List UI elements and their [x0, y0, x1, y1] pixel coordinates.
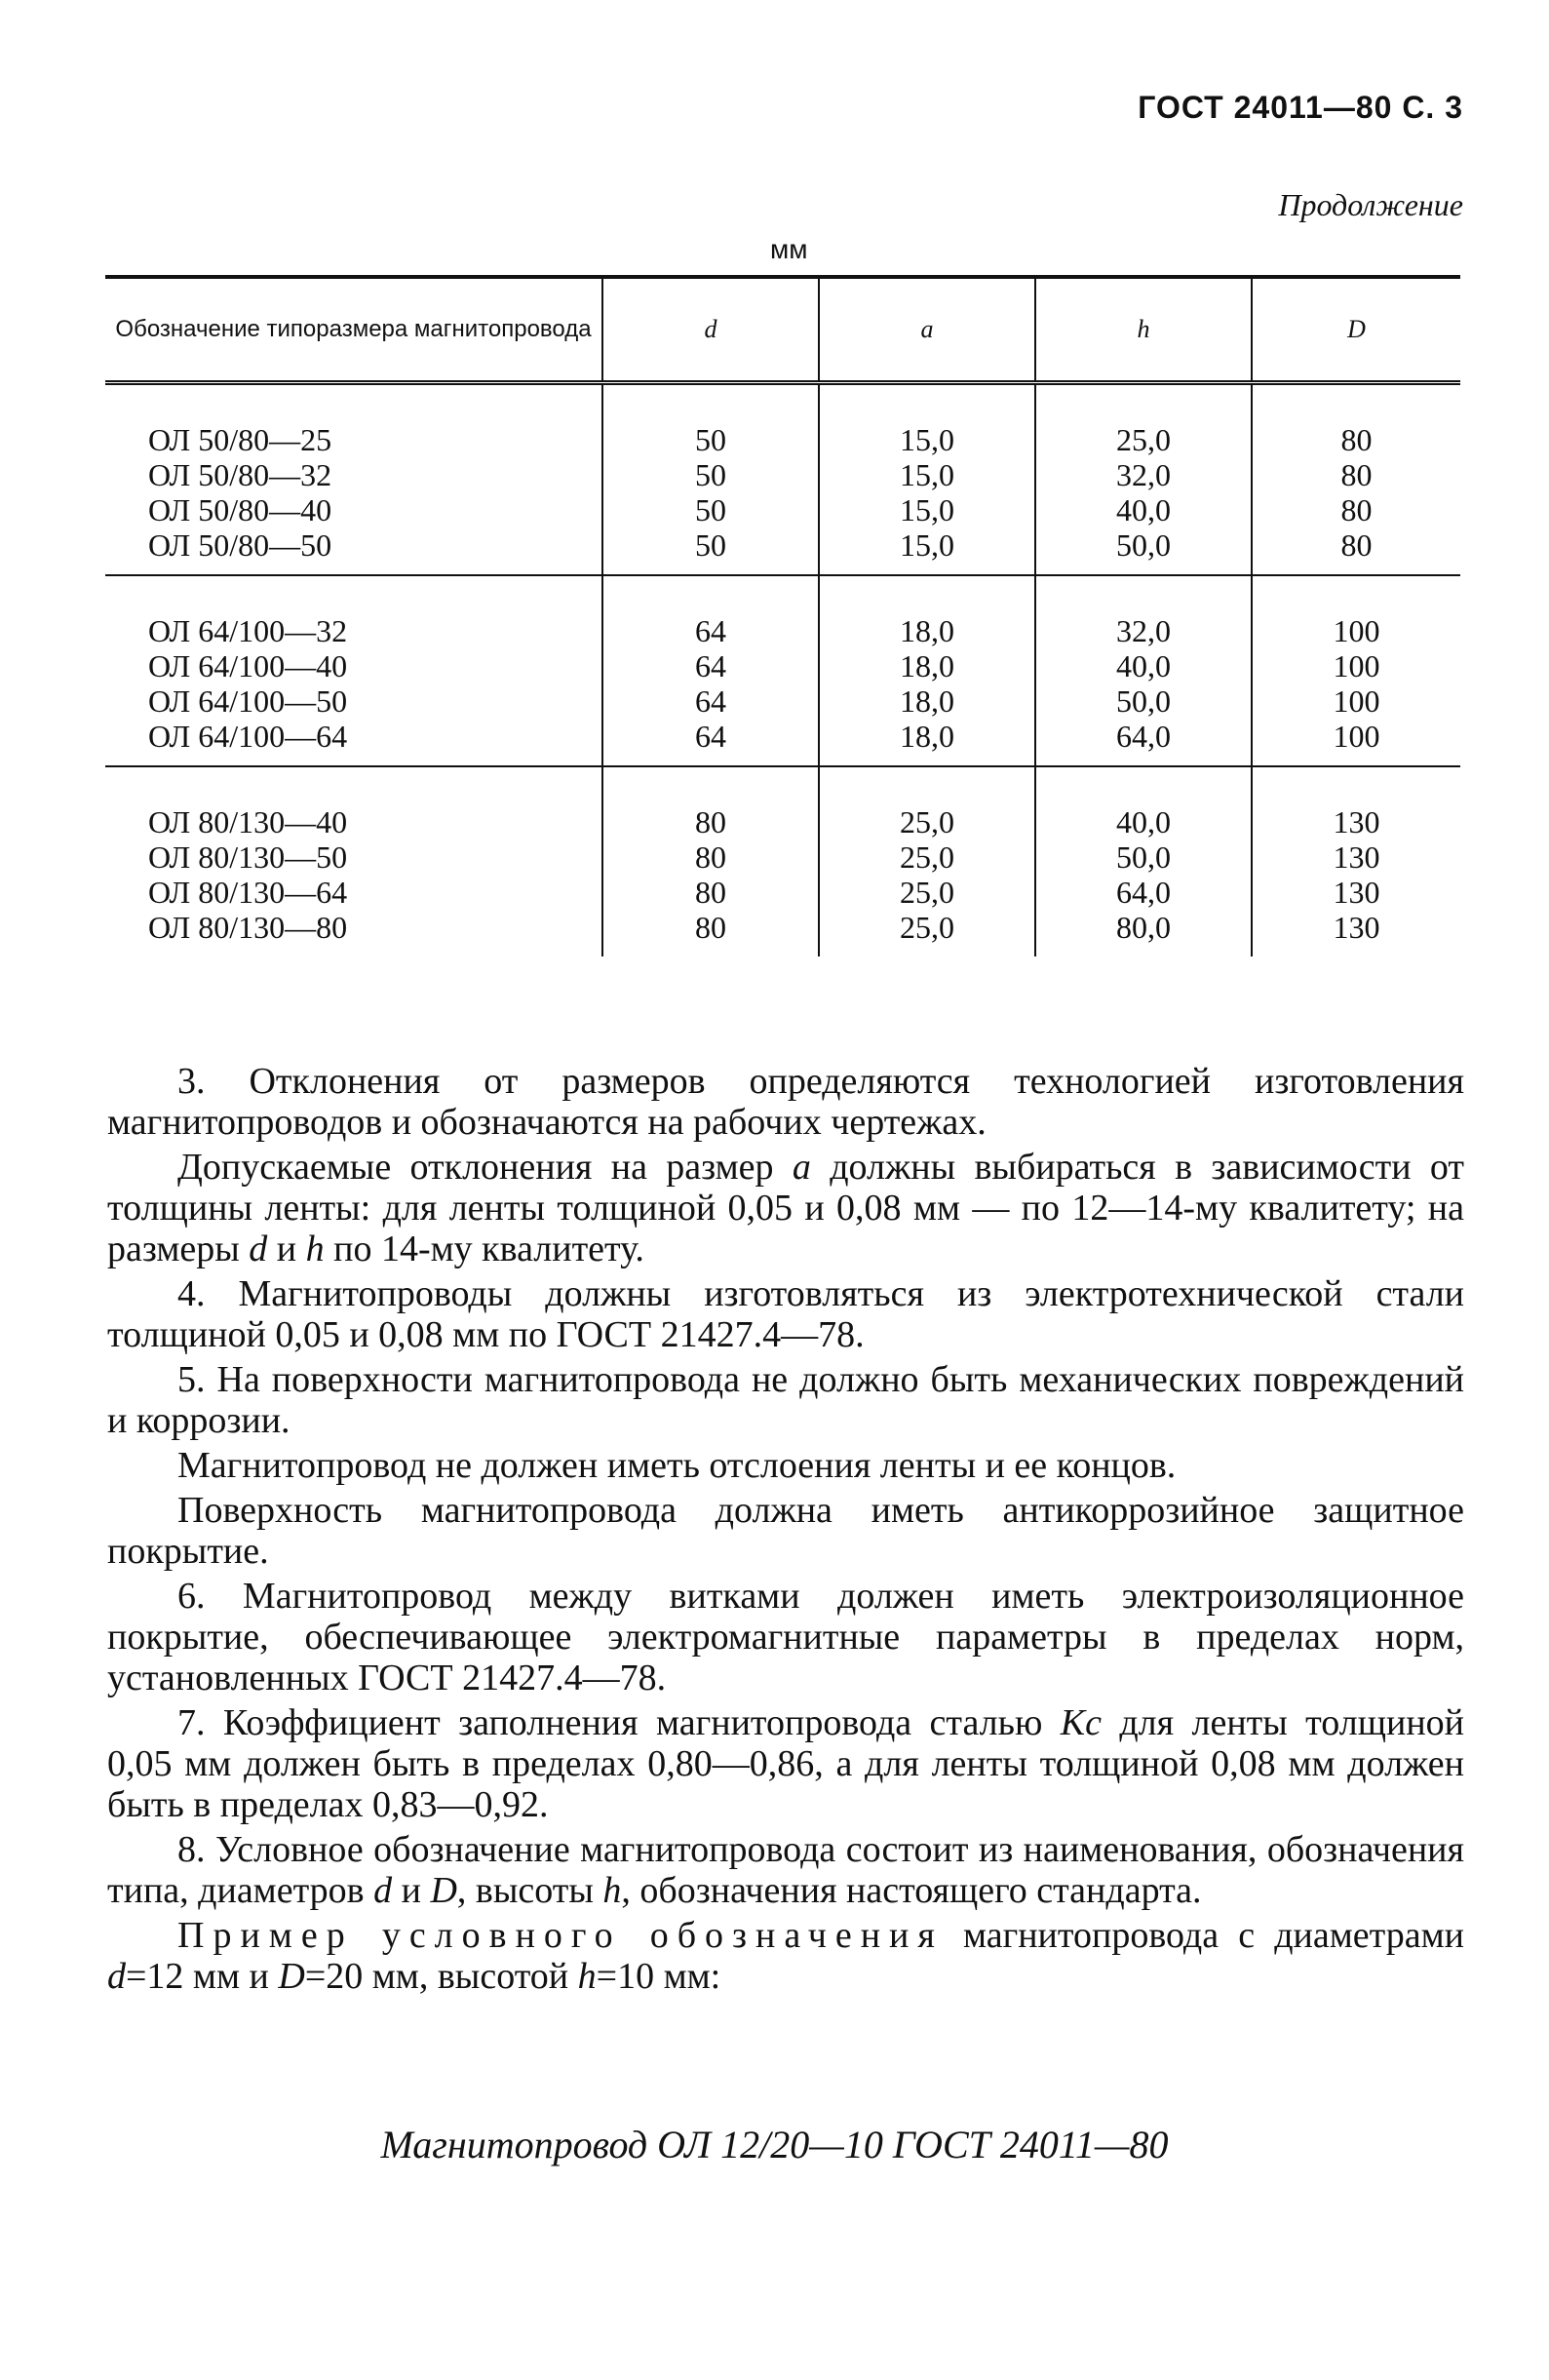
type-name: ОЛ 50/80—32	[148, 457, 332, 492]
var-D: D	[278, 1956, 305, 1997]
type-name: ОЛ 80/130—64	[148, 875, 348, 910]
text-run: и	[392, 1870, 431, 1911]
type-name: ОЛ 64/100—32	[148, 613, 348, 648]
value-D: 100	[1333, 648, 1380, 683]
text-run: должны выбираться в зависимости от толщины ленты: для ленты толщиной 0,05 и 0,08 мм — по 12—14-му квалитету; на размеры	[107, 1147, 1464, 1269]
value-D: 130	[1333, 839, 1380, 875]
value-h: 80,0	[1116, 910, 1171, 945]
text-run: =12 мм и	[126, 1956, 279, 1997]
cell-a	[819, 383, 1035, 576]
text-run: по 14-му квалитету.	[324, 1229, 644, 1269]
value-a: 18,0	[900, 648, 954, 683]
text-run: , обозначения настоящего стандарта.	[621, 1870, 1202, 1911]
value-D: 80	[1340, 422, 1373, 457]
header-a: a	[819, 277, 1035, 383]
text-run: , высоты	[456, 1870, 603, 1911]
cell-names	[105, 766, 602, 956]
value-a: 15,0	[900, 492, 954, 527]
table-row-group	[105, 383, 1460, 576]
header-D: D	[1252, 277, 1460, 383]
cell-h	[1035, 575, 1252, 766]
type-name: ОЛ 64/100—50	[148, 683, 348, 719]
table-row-group	[105, 766, 1460, 956]
value-h: 32,0	[1116, 457, 1171, 492]
value-d: 80	[695, 839, 726, 875]
value-h: 50,0	[1116, 527, 1171, 563]
text-run: 8. Условное обозначение магнитопровода состоит из наименования, обозначения типа, диаметров	[107, 1829, 1464, 1911]
spaced-heading: Пример условного обозначения	[177, 1915, 944, 1956]
type-name: ОЛ 80/130—40	[148, 804, 348, 839]
header-name: Обозначение типоразмера магнитопровода	[115, 316, 592, 342]
value-h: 50,0	[1116, 839, 1171, 875]
text-run: =20 мм, высотой	[304, 1956, 578, 1997]
var-kc: Kс	[1060, 1702, 1102, 1743]
dimensions-table	[105, 275, 1460, 956]
paragraph-example-intro	[107, 1915, 1464, 1997]
type-name: ОЛ 80/130—80	[148, 910, 348, 945]
value-D: 80	[1340, 527, 1373, 563]
cell-d	[602, 383, 819, 576]
cell-d	[602, 766, 819, 956]
value-D: 80	[1340, 492, 1373, 527]
value-a: 15,0	[900, 422, 954, 457]
type-name: ОЛ 64/100—64	[148, 719, 348, 754]
value-a: 25,0	[900, 910, 954, 945]
table-header-row	[105, 277, 1460, 383]
type-name: ОЛ 50/80—50	[148, 527, 332, 563]
cell-D	[1252, 383, 1460, 576]
value-h: 40,0	[1116, 648, 1171, 683]
value-D: 130	[1333, 875, 1380, 910]
cell-a	[819, 575, 1035, 766]
paragraph-6: 6. Магнитопровод между витками должен иметь электроизоляционное покрытие, обеспечивающее электромагнитные параметры в пределах норм, установленных ГОСТ 21427.4—78.	[107, 1576, 1464, 1698]
text-run: 7. Коэффициент заполнения магнитопровода сталью	[177, 1702, 1061, 1743]
text-run: для ленты толщиной 0,05 мм должен быть в пределах 0,80—0,86, а для ленты толщиной 0,08 мм должен быть в пределах 0,83—0,92.	[107, 1702, 1465, 1825]
value-a: 18,0	[900, 613, 954, 648]
value-d: 80	[695, 804, 726, 839]
value-h: 32,0	[1116, 613, 1171, 648]
value-D: 130	[1333, 804, 1380, 839]
var-D: D	[430, 1870, 457, 1911]
value-d: 64	[695, 613, 726, 648]
continuation-label: Продолжение	[1278, 187, 1463, 222]
value-h: 64,0	[1116, 719, 1171, 754]
body-text	[107, 1061, 1464, 2001]
paragraph-8	[107, 1829, 1464, 1911]
paragraph-5: 5. На поверхности магнитопровода не должно быть механических повреждений и коррозии.	[107, 1359, 1464, 1441]
paragraph-4: 4. Магнитопроводы должны изготовляться из электротехнической стали толщиной 0,05 и 0,08 мм по ГОСТ 21427.4—78.	[107, 1273, 1464, 1355]
value-D: 100	[1333, 613, 1380, 648]
value-a: 15,0	[900, 527, 954, 563]
paragraph-7	[107, 1702, 1464, 1825]
paragraph-5c: Поверхность магнитопровода должна иметь антикоррозийное защитное покрытие.	[107, 1490, 1464, 1572]
table-row-group	[105, 575, 1460, 766]
value-d: 50	[695, 492, 726, 527]
value-a: 25,0	[900, 839, 954, 875]
var-d: d	[373, 1870, 393, 1911]
type-name: ОЛ 50/80—25	[148, 422, 332, 457]
var-d: d	[107, 1956, 126, 1997]
var-h: h	[577, 1956, 597, 1997]
var-d: d	[249, 1229, 268, 1269]
value-d: 80	[695, 910, 726, 945]
value-d: 50	[695, 422, 726, 457]
value-a: 18,0	[900, 719, 954, 754]
cell-a	[819, 766, 1035, 956]
value-h: 64,0	[1116, 875, 1171, 910]
value-D: 130	[1333, 910, 1380, 945]
value-d: 64	[695, 648, 726, 683]
value-a: 15,0	[900, 457, 954, 492]
header-d: d	[602, 277, 819, 383]
value-D: 100	[1333, 719, 1380, 754]
value-a: 25,0	[900, 875, 954, 910]
cell-D	[1252, 766, 1460, 956]
text-run: магнитопровода с диаметрами	[943, 1915, 1464, 1956]
cell-names	[105, 383, 602, 576]
value-d: 64	[695, 719, 726, 754]
value-D: 80	[1340, 457, 1373, 492]
cell-d	[602, 575, 819, 766]
value-h: 25,0	[1116, 422, 1171, 457]
cell-names	[105, 575, 602, 766]
paragraph-5b: Магнитопровод не должен иметь отслоения ленты и ее концов.	[177, 1445, 1177, 1486]
value-d: 50	[695, 457, 726, 492]
text-run: и	[267, 1229, 306, 1269]
value-d: 80	[695, 875, 726, 910]
type-name: ОЛ 64/100—40	[148, 648, 348, 683]
type-name: ОЛ 50/80—40	[148, 492, 332, 527]
units-label: мм	[770, 234, 808, 264]
value-d: 50	[695, 527, 726, 563]
value-h: 50,0	[1116, 683, 1171, 719]
text-run: Допускаемые отклонения на размер	[177, 1147, 793, 1188]
value-a: 18,0	[900, 683, 954, 719]
var-h: h	[602, 1870, 622, 1911]
var-a: a	[792, 1147, 811, 1188]
header-h: h	[1035, 277, 1252, 383]
type-name: ОЛ 80/130—50	[148, 839, 348, 875]
paragraph-3: 3. Отклонения от размеров определяются технологией изготовления магнитопроводов и обозначаются на рабочих чертежах.	[107, 1061, 1464, 1143]
value-h: 40,0	[1116, 804, 1171, 839]
page-header: ГОСТ 24011—80 С. 3	[1138, 90, 1463, 125]
paragraph-3b	[107, 1147, 1464, 1269]
value-D: 100	[1333, 683, 1380, 719]
cell-D	[1252, 575, 1460, 766]
cell-h	[1035, 766, 1252, 956]
value-d: 64	[695, 683, 726, 719]
example-designation: Магнитопровод ОЛ 12/20—10 ГОСТ 24011—80	[380, 2123, 1169, 2166]
value-h: 40,0	[1116, 492, 1171, 527]
cell-h	[1035, 383, 1252, 576]
text-run: =10 мм:	[596, 1956, 721, 1997]
var-h: h	[305, 1229, 325, 1269]
value-a: 25,0	[900, 804, 954, 839]
